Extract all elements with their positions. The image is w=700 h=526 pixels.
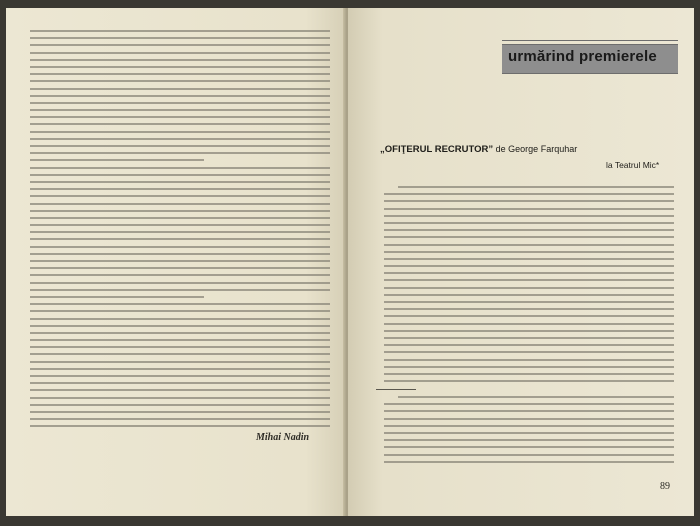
text-line [384,439,674,441]
text-line [30,411,330,413]
text-line [30,353,330,355]
text-line [384,418,674,420]
text-line [384,373,674,375]
text-line [384,315,674,317]
text-line [30,282,330,284]
text-line [384,425,674,427]
text-line [384,294,674,296]
text-line [30,339,330,341]
text-line [30,131,330,133]
text-line [30,102,330,104]
text-line [384,410,674,412]
text-line [384,308,674,310]
text-line [30,138,330,140]
text-line [384,193,674,195]
text-line [384,200,674,202]
text-line [30,195,330,197]
text-line [30,145,330,147]
play-title: „OFIŢERUL RECRUTOR” [380,144,494,155]
text-line [30,116,330,118]
text-line [30,389,330,391]
text-line [384,251,674,253]
text-line [384,432,674,434]
article-heading [380,144,577,155]
play-author: George Farquhar [508,144,578,154]
text-line [30,267,330,269]
author-prefix: de [495,144,506,154]
text-line [384,403,674,405]
text-line [30,95,330,97]
text-line [384,279,674,281]
text-line [30,303,330,305]
text-line [30,159,204,161]
text-line [30,80,330,82]
text-line [30,246,330,248]
text-line [30,318,330,320]
text-line [30,346,330,348]
text-line [30,404,330,406]
text-line [384,265,674,267]
text-line [384,287,674,289]
text-line [384,461,674,463]
text-line [398,396,674,398]
text-line [384,272,674,274]
text-line [384,323,674,325]
text-line [30,44,330,46]
banner-top-rule [502,40,678,41]
text-line [30,325,330,327]
text-line [384,258,674,260]
text-line [30,210,330,212]
text-line [384,222,674,224]
text-line [30,88,330,90]
text-line [398,186,674,188]
text-line [384,244,674,246]
section-banner-title: urmărind premierele [508,48,657,65]
text-line [384,359,674,361]
text-line [384,351,674,353]
text-line [384,229,674,231]
text-line [30,274,330,276]
text-line [30,289,330,291]
text-line [30,296,204,298]
text-line [30,253,330,255]
text-line [30,397,330,399]
text-line [30,375,330,377]
text-line [30,167,330,169]
text-line [30,231,330,233]
footnote-text [384,396,674,468]
text-line [384,208,674,210]
text-line [30,152,330,154]
text-line [30,52,330,54]
text-line [30,332,330,334]
text-line [30,59,330,61]
text-line [30,174,330,176]
text-line [30,224,330,226]
text-line [30,418,330,420]
text-line [384,337,674,339]
left-column-text [30,30,330,433]
footnote-rule [376,389,416,390]
text-line [384,236,674,238]
text-line [30,260,330,262]
text-line [30,368,330,370]
text-line [30,425,330,427]
text-line [384,446,674,448]
text-line [384,454,674,456]
text-line [30,203,330,205]
text-line [384,215,674,217]
text-line [384,344,674,346]
text-line [30,37,330,39]
text-line [384,330,674,332]
text-line [30,181,330,183]
text-line [30,66,330,68]
text-line [30,310,330,312]
text-line [384,380,674,382]
text-line [30,109,330,111]
text-line [30,30,330,32]
text-line [30,238,330,240]
text-line [30,188,330,190]
text-line [30,217,330,219]
text-line [30,361,330,363]
author-signature: Mihai Nadin [256,432,310,443]
theatre-venue: la Teatrul Mic* [606,160,660,170]
text-line [30,382,330,384]
text-line [384,301,674,303]
text-line [384,366,674,368]
text-line [30,73,330,75]
page-number: 89 [660,481,670,492]
right-column-text [384,186,674,387]
text-line [30,123,330,125]
